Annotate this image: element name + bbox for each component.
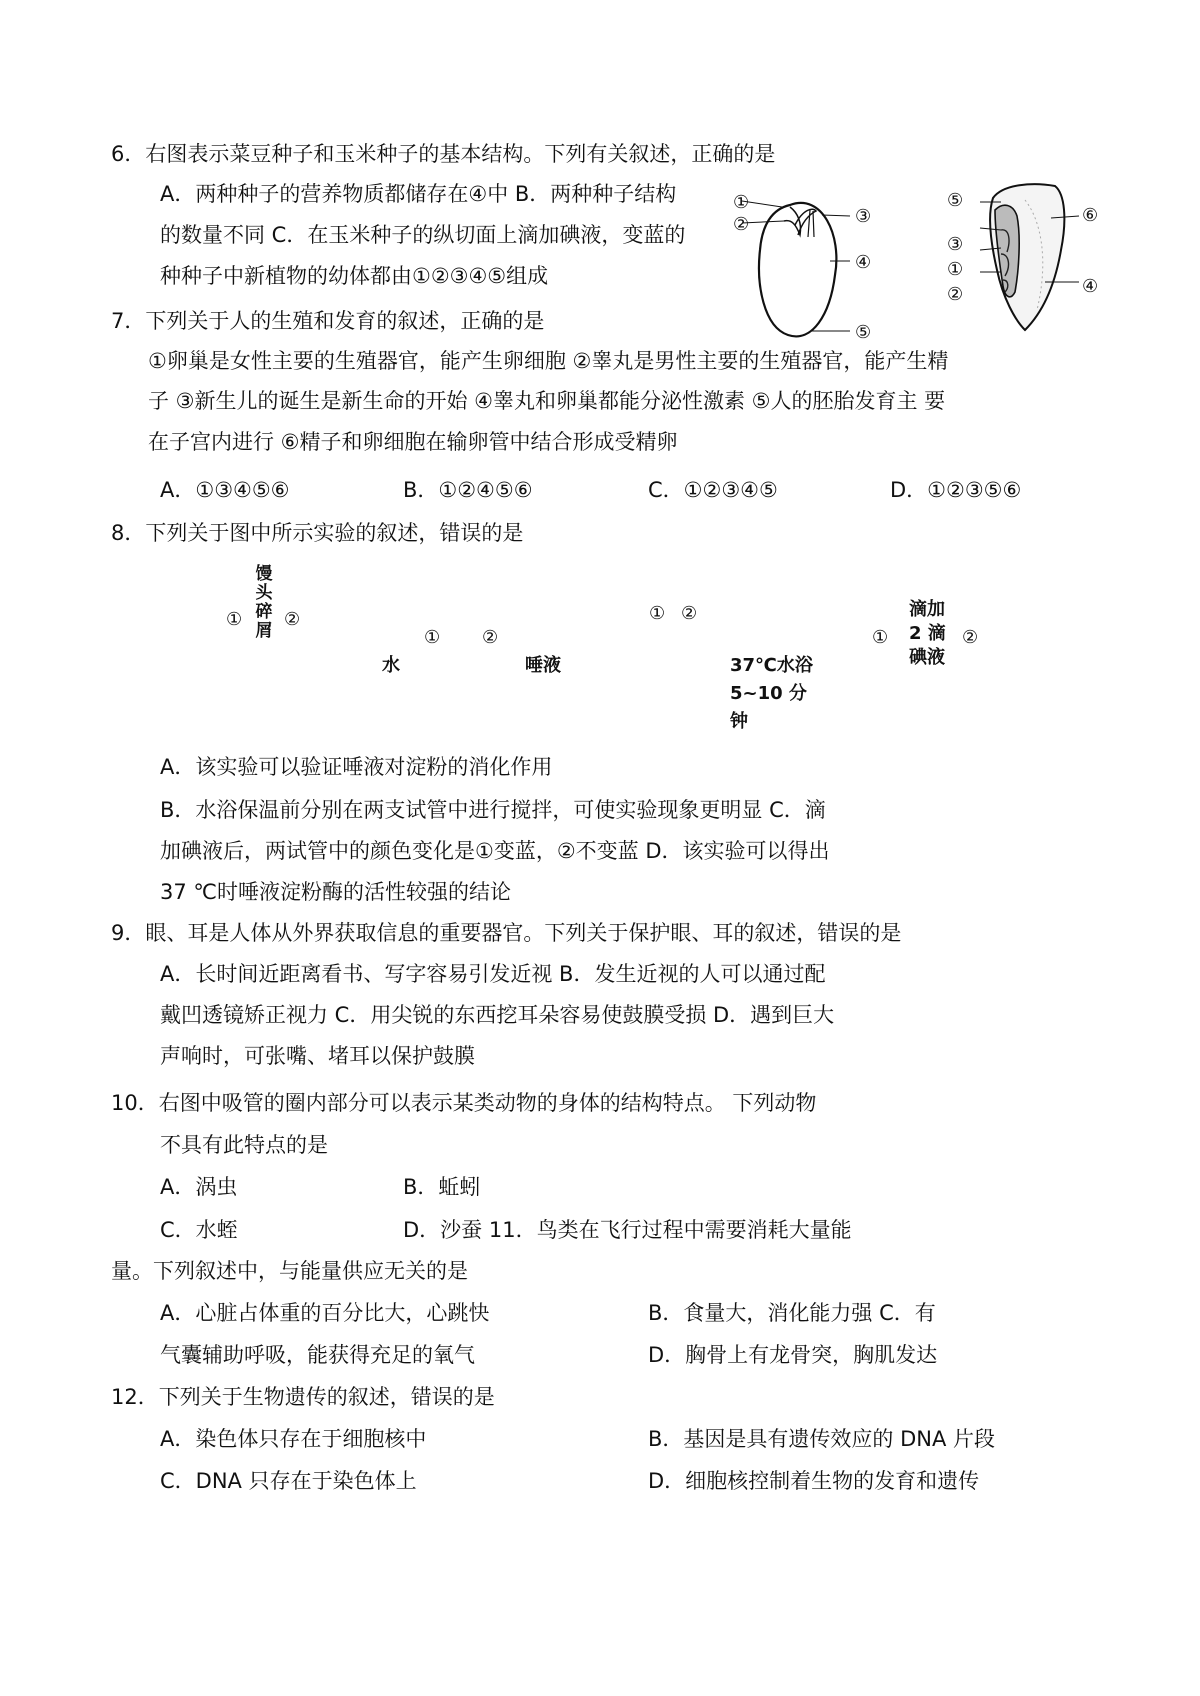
q6-line4: 种种子中新植物的幼体都由①②③④⑤组成 [160, 264, 549, 288]
corn-label-4: ④ [1082, 276, 1099, 297]
q8-fig1-c1: ① [226, 609, 243, 630]
q11-option-c: 气囊辅助呼吸，能获得充足的氧气 [160, 1343, 475, 1367]
q8-fig1-c2: ② [284, 609, 301, 630]
q8-option-b: B．水浴保温前分别在两支试管中进行搅拌，可使实验现象更明显 C．滴 [160, 798, 826, 822]
q8-fig2-c1: ① [424, 627, 441, 648]
q8-water-label: 水 [382, 655, 400, 676]
q11-option-a: A．心脏占体重的百分比大，心跳快 [160, 1301, 490, 1325]
corn-label-6: ⑥ [1082, 205, 1099, 226]
q12-option-d: D．细胞核控制着生物的发育和遗传 [648, 1469, 980, 1493]
q8-fig3-c1: ① [649, 603, 666, 624]
q8-fig4-c2: ② [962, 627, 979, 648]
q7-line3: 子 ③新生儿的诞生是新生命的开始 ④睾丸和卵巢都能分泌性激素 ⑤人的胚胎发育主 要 [148, 389, 946, 413]
q11-line1: 量。下列叙述中，与能量供应无关的是 [111, 1259, 468, 1283]
q8-bath-line2: 5~10 分 [730, 683, 807, 704]
q12-option-a: A．染色体只存在于细胞核中 [160, 1427, 427, 1451]
q8-saliva-label: 唾液 [525, 655, 561, 676]
q6-line2: A．两种种子的营养物质都储存在④中 B．两种种子结构 [160, 182, 677, 206]
bean-seed-figure [750, 185, 920, 345]
corn-label-2: ② [947, 284, 964, 305]
bean-label-1: ① [733, 192, 750, 213]
bean-label-4: ④ [855, 252, 872, 273]
q8-stem: 8．下列关于图中所示实验的叙述，错误的是 [111, 521, 524, 545]
q11-option-b: B．食量大，消化能力强 C．有 [648, 1301, 936, 1325]
q7-option-b: B．①②④⑤⑥ [403, 478, 533, 502]
q10-option-d: D．沙蚕 11．鸟类在飞行过程中需要消耗大量能 [403, 1218, 852, 1242]
corn-label-5: ⑤ [947, 190, 964, 211]
q12-option-c: C．DNA 只存在于染色体上 [160, 1469, 417, 1493]
corn-seed-figure [985, 180, 1085, 340]
q7-stem: 7．下列关于人的生殖和发育的叙述，正确的是 [111, 309, 545, 333]
q8-fig2-c2: ② [482, 627, 499, 648]
q8-fig3-c2: ② [681, 603, 698, 624]
q6-stem: 6．右图表示菜豆种子和玉米种子的基本结构。下列有关叙述，正确的是 [111, 142, 776, 166]
q8-iodine-line3: 碘液 [909, 647, 945, 668]
q8-mantou-label: 馒头碎屑 [255, 564, 273, 641]
q9-line2: A．长时间近距离看书、写字容易引发近视 B．发生近视的人可以通过配 [160, 962, 826, 986]
q10-option-b: B．蚯蚓 [403, 1175, 481, 1199]
q10-option-a: A．涡虫 [160, 1175, 238, 1199]
q8-iodine-line1: 滴加 [909, 599, 945, 620]
q9-stem: 9．眼、耳是人体从外界获取信息的重要器官。下列关于保护眼、耳的叙述，错误的是 [111, 921, 902, 945]
bean-seed-outline [759, 203, 836, 336]
q10-option-c: C．水蛭 [160, 1218, 238, 1242]
q8-option-b-cont2: 37 ℃时唾液淀粉酶的活性较强的结论 [160, 880, 511, 904]
q8-bath-line3: 钟 [730, 711, 748, 732]
bean-label-5: ⑤ [855, 322, 872, 343]
bean-label-2: ② [733, 214, 750, 235]
q8-option-b-cont: 加碘液后，两试管中的颜色变化是①变蓝，②不变蓝 D．该实验可以得出 [160, 839, 830, 863]
q7-option-a: A．①③④⑤⑥ [160, 478, 290, 502]
q11-option-d: D．胸骨上有龙骨突，胸肌发达 [648, 1343, 938, 1367]
q8-iodine-line2: 2 滴 [909, 623, 946, 644]
q8-option-a: A．该实验可以验证唾液对淀粉的消化作用 [160, 755, 553, 779]
q10-line2: 不具有此特点的是 [160, 1133, 328, 1157]
q12-stem: 12．下列关于生物遗传的叙述，错误的是 [111, 1385, 495, 1409]
corn-label-3: ③ [947, 234, 964, 255]
q6-line3: 的数量不同 C．在玉米种子的纵切面上滴加碘液，变蓝的 [160, 223, 686, 247]
q8-fig4-c1: ① [872, 627, 889, 648]
q10-stem: 10．右图中吸管的圈内部分可以表示某类动物的身体的结构特点。 下列动物 [111, 1091, 817, 1115]
corn-label-1: ① [947, 259, 964, 280]
q7-option-d: D．①②③⑤⑥ [890, 478, 1022, 502]
q7-line2: ①卵巢是女性主要的生殖器官，能产生卵细胞 ②睾丸是男性主要的生殖器官，能产生精 [148, 349, 949, 373]
q7-line4: 在子宫内进行 ⑥精子和卵细胞在输卵管中结合形成受精卵 [148, 430, 678, 454]
q12-option-b: B．基因是具有遗传效应的 DNA 片段 [648, 1427, 996, 1451]
q9-line3: 戴凹透镜矫正视力 C．用尖锐的东西挖耳朵容易使鼓膜受损 D．遇到巨大 [160, 1003, 835, 1027]
q9-line4: 声响时，可张嘴、堵耳以保护鼓膜 [160, 1044, 475, 1068]
q7-option-c: C．①②③④⑤ [648, 478, 778, 502]
bean-label-3: ③ [855, 206, 872, 227]
q8-bath-line1: 37℃水浴 [730, 655, 813, 676]
